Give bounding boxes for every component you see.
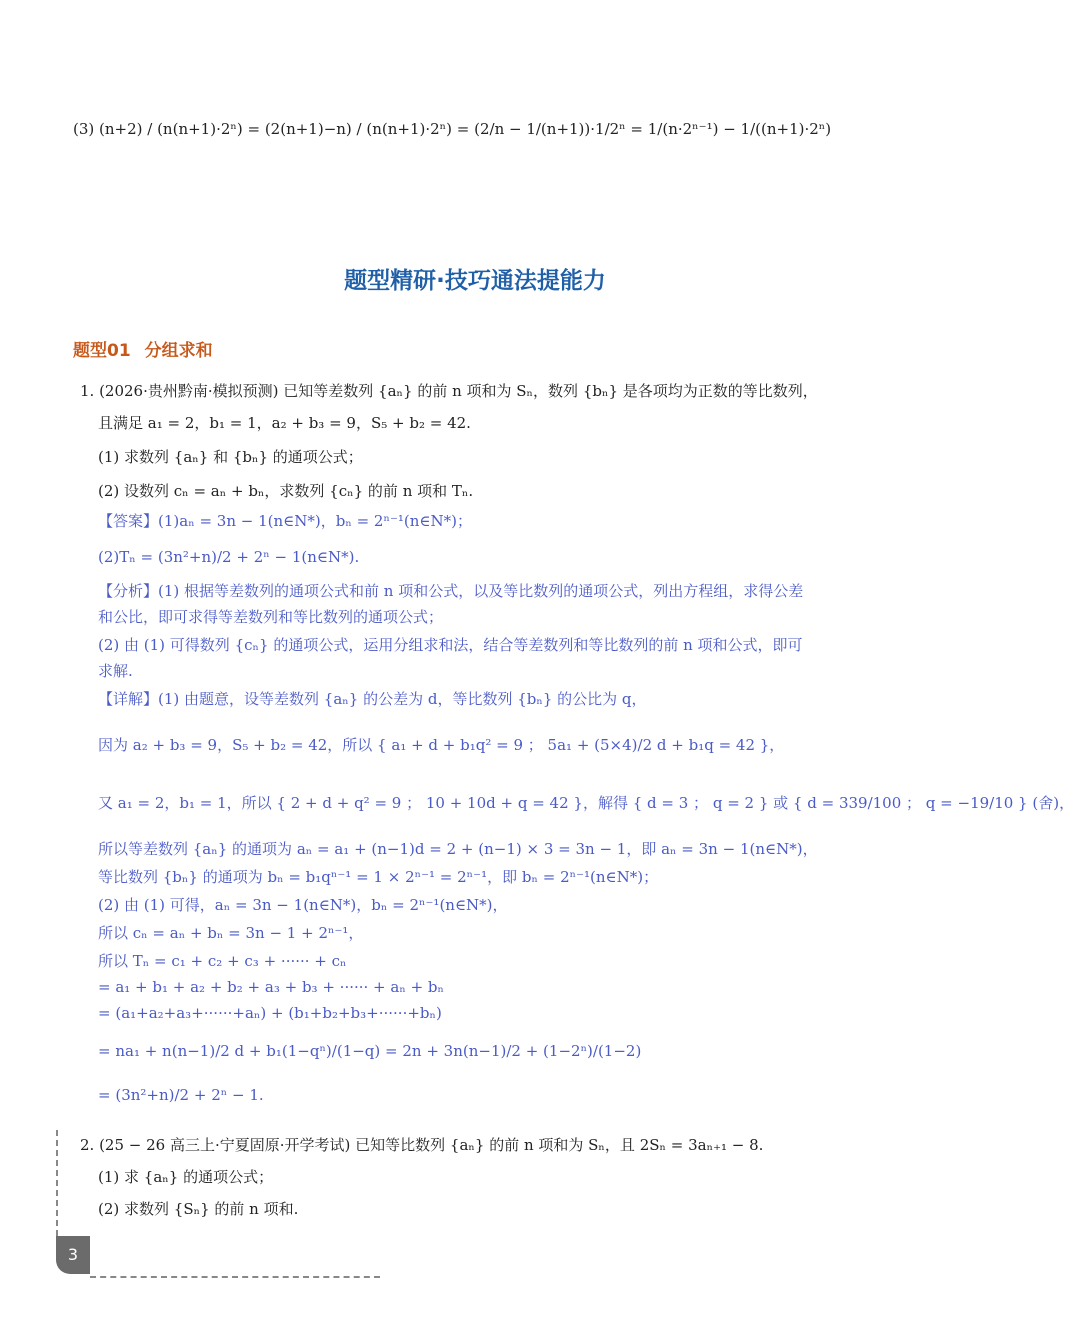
dashed-footer-line: [90, 1276, 380, 1278]
detail-line-9: = a₁ + b₁ + a₂ + b₂ + a₃ + b₃ + ······ + aₙ + bₙ: [98, 978, 445, 996]
section-heading: 题型精研·技巧通法提能力: [344, 268, 606, 294]
analysis-line-1: 【分析】(1) 根据等差数列的通项公式和前 n 项和公式，以及等比数列的通项公式，列出方程组，求得公差: [98, 582, 804, 600]
answer-line-1: 【答案】(1)aₙ = 3n − 1(n∈N*)，bₙ = 2ⁿ⁻¹(n∈N*)；: [98, 512, 472, 530]
detail-line-6: (2) 由 (1) 可得，aₙ = 3n − 1(n∈N*)，bₙ = 2ⁿ⁻¹(n∈N*)，: [98, 896, 508, 914]
type-name: 分组求和: [144, 341, 213, 361]
detail-line-11: = na₁ + n(n−1)/2 d + b₁(1−qⁿ)/(1−q) = 2n + 3n(n−1)/2 + (1−2ⁿ)/(1−2): [98, 1042, 642, 1060]
detail-line-4: 所以等差数列 {aₙ} 的通项为 aₙ = a₁ + (n−1)d = 2 + (n−1) × 3 = 3n − 1，即 aₙ = 3n − 1(n∈N*)，: [98, 840, 818, 858]
type-label: 题型01: [73, 341, 131, 361]
type-title: [73, 336, 213, 361]
dashed-margin-line: [56, 1130, 58, 1236]
answer-line-2: (2)Tₙ = (3n²+n)/2 + 2ⁿ − 1(n∈N*).: [98, 548, 360, 566]
problem2-question-1: (1) 求 {aₙ} 的通项公式；: [98, 1168, 274, 1186]
problem2-question-2: (2) 求数列 {Sₙ} 的前 n 项和.: [98, 1200, 299, 1218]
analysis-line-3: (2) 由 (1) 可得数列 {cₙ} 的通项公式，运用分组求和法，结合等差数列和等比数列的前 n 项和公式，即可: [98, 636, 803, 654]
analysis-line-4: 求解.: [98, 662, 133, 680]
page-number: 3: [56, 1236, 90, 1274]
analysis-line-2: 和公比，即可求得等差数列和等比数列的通项公式；: [98, 608, 444, 626]
detail-line-5: 等比数列 {bₙ} 的通项为 bₙ = b₁qⁿ⁻¹ = 1 × 2ⁿ⁻¹ = 2ⁿ⁻¹，即 bₙ = 2ⁿ⁻¹(n∈N*)；: [98, 868, 659, 886]
problem1-question-1: (1) 求数列 {aₙ} 和 {bₙ} 的通项公式；: [98, 448, 363, 466]
detail-line-2: 因为 a₂ + b₃ = 9，S₅ + b₂ = 42，所以 { a₁ + d + b₁q² = 9 ； 5a₁ + (5×4)/2 d + b₁q = 42 }，: [98, 736, 785, 754]
detail-line-8: 所以 Tₙ = c₁ + c₂ + c₃ + ······ + cₙ: [98, 952, 347, 970]
detail-line-12: = (3n²+n)/2 + 2ⁿ − 1.: [98, 1086, 264, 1104]
problem1-stem-1: 1. (2026·贵州黔南·模拟预测) 已知等差数列 {aₙ} 的前 n 项和为 Sₙ，数列 {bₙ} 是各项均为正数的等比数列，: [80, 382, 818, 400]
detail-line-1: 【详解】(1) 由题意，设等差数列 {aₙ} 的公差为 d，等比数列 {bₙ} 的公比为 q，: [98, 690, 647, 708]
detail-line-7: 所以 cₙ = aₙ + bₙ = 3n − 1 + 2ⁿ⁻¹，: [98, 924, 364, 942]
problem2-stem: 2. (25 − 26 高三上·宁夏固原·开学考试) 已知等比数列 {aₙ} 的前 n 项和为 Sₙ，且 2Sₙ = 3aₙ₊₁ − 8.: [80, 1136, 764, 1154]
problem1-question-2: (2) 设数列 cₙ = aₙ + bₙ，求数列 {cₙ} 的前 n 项和 Tₙ.: [98, 482, 474, 500]
problem1-stem-2: 且满足 a₁ = 2，b₁ = 1，a₂ + b₃ = 9，S₅ + b₂ = 42.: [98, 414, 471, 432]
detail-line-10: = (a₁+a₂+a₃+······+aₙ) + (b₁+b₂+b₃+······+bₙ): [98, 1004, 442, 1022]
detail-line-3: 又 a₁ = 2，b₁ = 1，所以 { 2 + d + q² = 9 ； 10 + 10d + q = 42 }，解得 { d = 3 ； q = 2 } 或 { d = 339/100 ； q = −19/10 } (舍)，: [98, 794, 1074, 812]
top-formula: (3) (n+2) / (n(n+1)·2ⁿ) = (2(n+1)−n) / (n(n+1)·2ⁿ) = (2/n − 1/(n+1))·1/2ⁿ = 1/(n·2ⁿ⁻¹) − 1/((n+1)·2ⁿ): [73, 120, 832, 138]
